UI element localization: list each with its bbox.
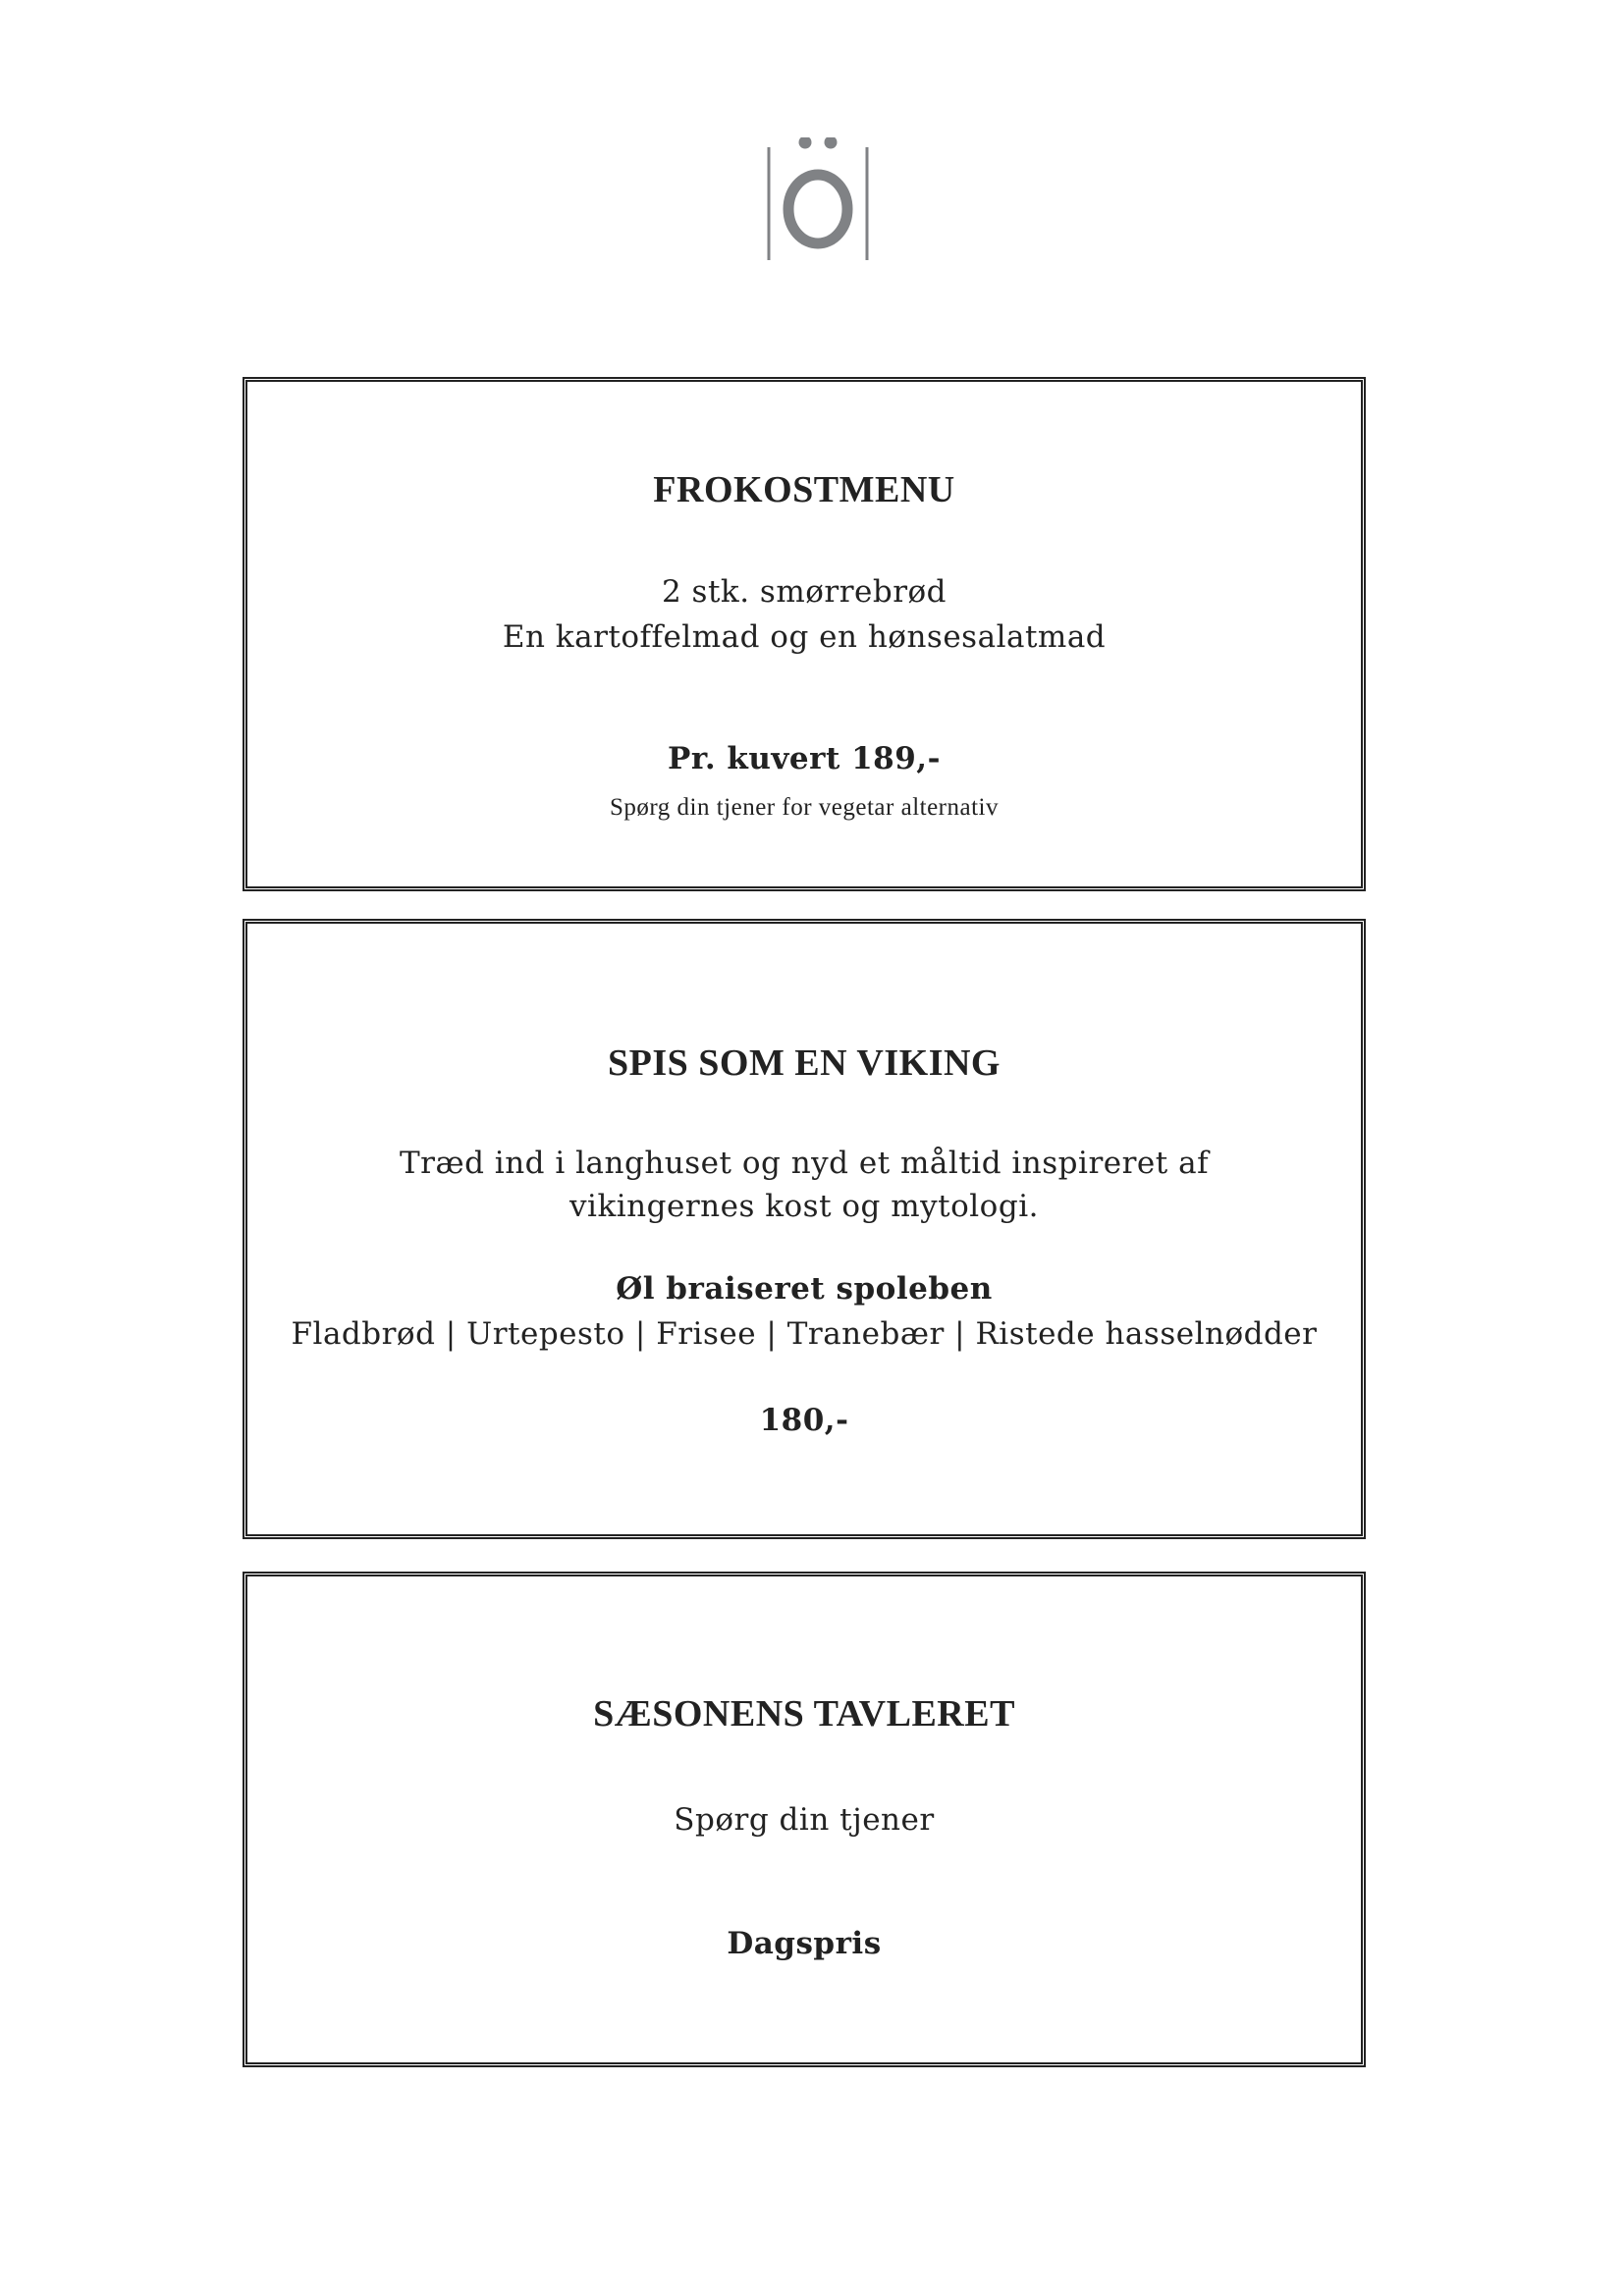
- menu-line: Træd ind i langhuset og nyd et måltid inspireret af: [399, 1146, 1210, 1181]
- price-text: 180,-: [759, 1403, 849, 1438]
- section-title: SÆSONENS TAVLERET: [593, 1693, 1015, 1735]
- menu-line: vikingernes kost og mytologi.: [569, 1189, 1039, 1224]
- section-title: FROKOSTMENU: [653, 469, 955, 510]
- vegetarian-note: Spørg din tjener for vegetar alternativ: [610, 794, 999, 821]
- seasonal-menu-box: [243, 1572, 1366, 2067]
- restaurant-logo: [766, 137, 870, 265]
- dish-name: Øl braiseret spoleben: [616, 1271, 993, 1307]
- section-title: SPIS SOM EN VIKING: [607, 1042, 1001, 1084]
- menu-line: En kartoffelmad og en hønsesalatmad: [502, 619, 1107, 655]
- price-text: Pr. kuvert 189,-: [668, 741, 941, 776]
- viking-menu-box: [243, 919, 1366, 1539]
- menu-line: 2 stk. smørrebrød: [661, 574, 947, 610]
- price-text: Dagspris: [727, 1926, 882, 1961]
- menu-line: Spørg din tjener: [674, 1802, 935, 1838]
- lunch-menu-box: [243, 377, 1366, 891]
- dish-sides: Fladbrød | Urtepesto | Frisee | Tranebær | Ristede hasselnødder: [291, 1316, 1318, 1352]
